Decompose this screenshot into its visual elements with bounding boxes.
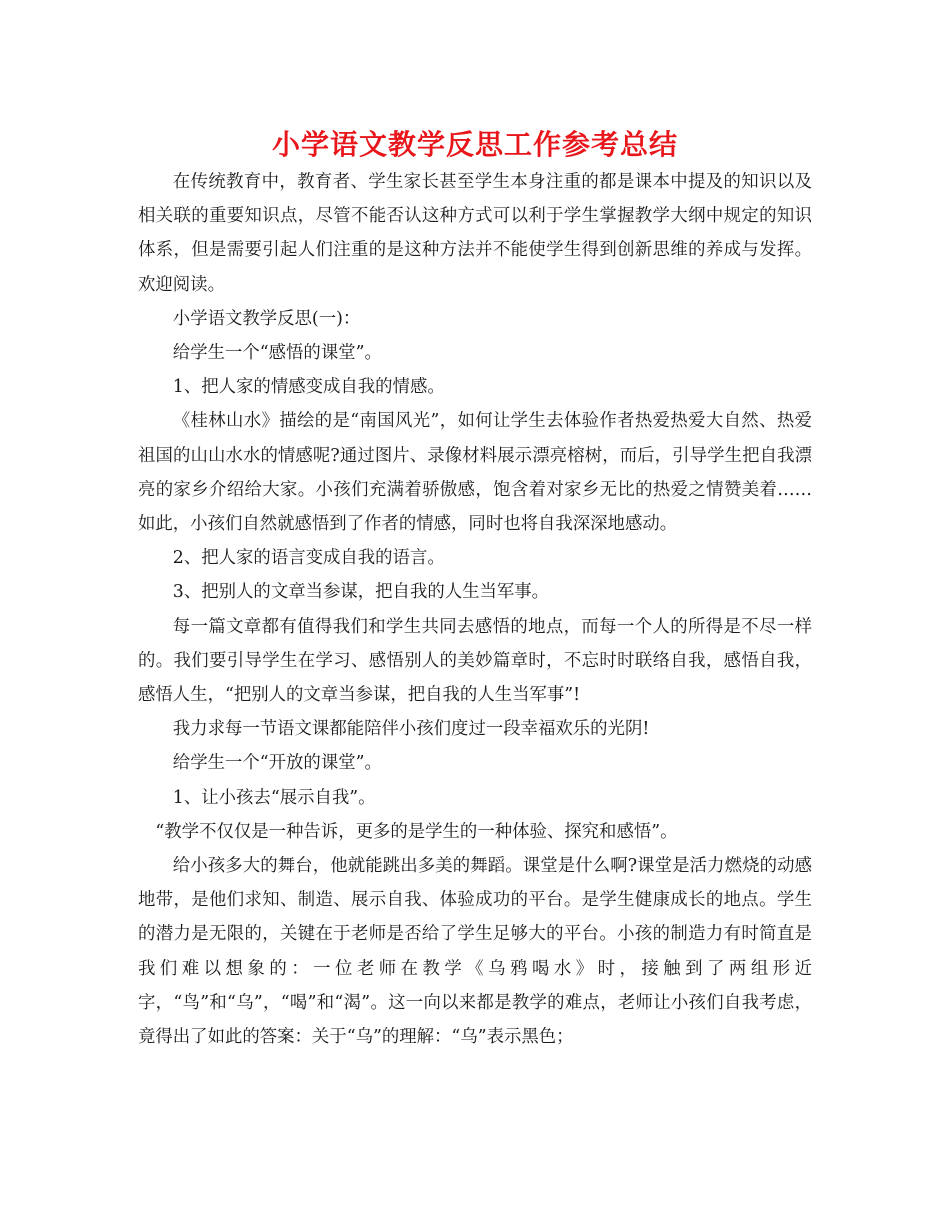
paragraph-intro: 在传统教育中，教育者、学生家长甚至学生本身注重的都是课本中提及的知识以及相关联的重要知识点，尽管不能否认这种方式可以利于学生掌握教学大纲中规定的知识体系，但是需要引起人们注重的是这种方法并不能使学生得到创新思维的养成与发挥。欢迎阅读。 bbox=[138, 172, 812, 295]
paragraph-point: 2、把人家的语言变成自我的语言。 bbox=[172, 548, 445, 569]
paragraph-subheading: 给学生一个“开放的课堂”。 bbox=[172, 753, 382, 774]
paragraph-body: 每一篇文章都有值得我们和学生共同去感悟的地点，而每一个人的所得是不尽一样的。我们要引导学生在学习、感悟别人的美妙篇章时，不忘时时联络自我，感悟自我，感悟人生，“把别人的文章当参谋，把自我的人生当军事”! bbox=[138, 616, 812, 706]
paragraph-body: 给小孩多大的舞台，他就能跳出多美的舞蹈。课堂是什么啊?课堂是活力燃烧的动感地带，是他们求知、制造、展示自我、体验成功的平台。是学生健康成长的地点。学生的潜力是无限的，关键在于老师是否给了学生足够大的平台。小孩的制造力有时简直是我们难以想象的：一位老师在教学《乌鸦喝水》时，接触到了两组形近字，“鸟”和“乌”，“喝”和“渴”。这一向以来都是教学的难点，老师让小孩们自我考虑，竟得出了如此的答案：关于“乌”的理解：“乌”表示黑色； bbox=[138, 856, 812, 1048]
paragraph-body: 《桂林山水》描绘的是“南国风光”，如何让学生去体验作者热爱热爱大自然、热爱祖国的山山水水的情感呢?通过图片、录像材料展示漂亮榕树，而后，引导学生把自我漂亮的家乡介绍给大家。小孩们充满着骄傲感，饱含着对家乡无比的热爱之情赞美着……如此，小孩们自然就感悟到了作者的情感，同时也将自我深深地感动。 bbox=[138, 411, 812, 535]
document-title: 小学语文教学反思工作参考总结 bbox=[271, 128, 678, 161]
paragraph-quote: “教学不仅仅是一种告诉，更多的是学生的一种体验、探究和感悟”。 bbox=[155, 821, 678, 842]
paragraph-point: 1、把人家的情感变成自我的情感。 bbox=[172, 377, 445, 398]
paragraph-point: 3、把别人的文章当参谋，把自我的人生当军事。 bbox=[172, 582, 550, 603]
paragraph-section-heading: 小学语文教学反思(一)： bbox=[172, 308, 361, 329]
paragraph-subheading: 给学生一个“感悟的课堂”。 bbox=[172, 343, 382, 364]
paragraph-body: 我力求每一节语文课都能陪伴小孩们度过一段幸福欢乐的光阴! bbox=[172, 719, 650, 740]
document-body bbox=[138, 165, 812, 1054]
paragraph-point: 1、让小孩去“展示自我”。 bbox=[172, 787, 376, 808]
